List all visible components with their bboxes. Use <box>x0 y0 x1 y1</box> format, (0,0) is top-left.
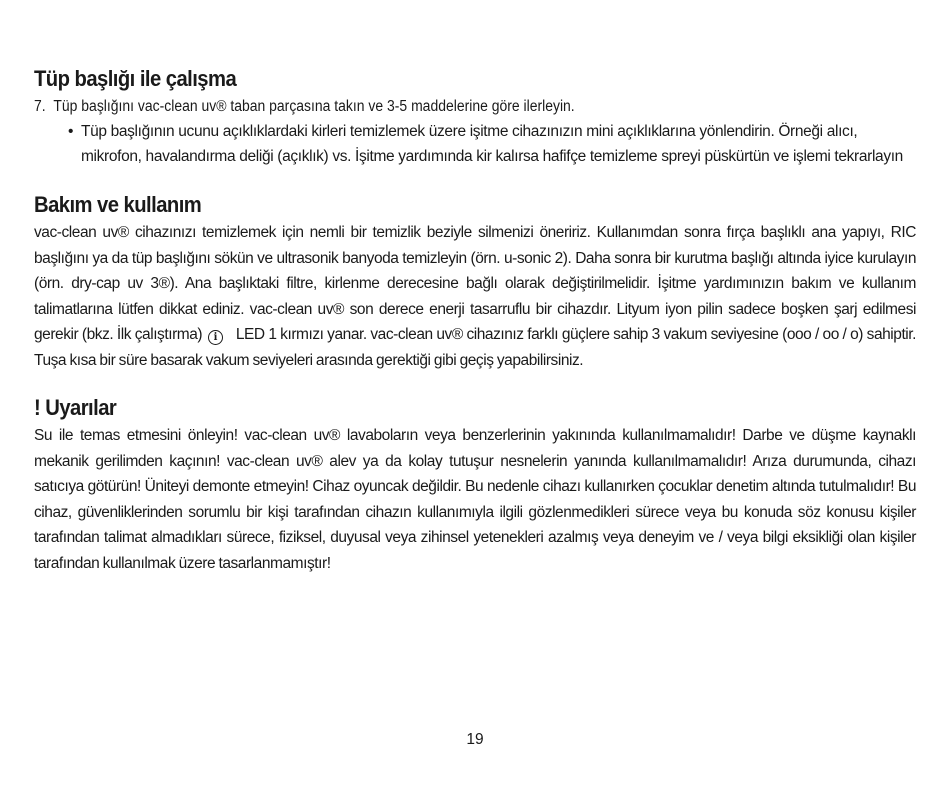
care-use-text-part1: vac-clean uv® cihazınızı temizlemek için nemli bir temizlik beziyle silmenizi öneririz. Kullanımdan sonra fırça başlıklı ana yapıyı, RIC başlığını ya da tüp başlığını sökün ve ultrasonik banyoda temizleyin (örn. u-sonic 2). Daha sonra bir kurutma başlığı altında iyice kurulayın (örn. dry-cap uv 3®). Ana başlıktaki filtre, kirlenme derecesine bağlı olarak değiştirilmelidir. İşitme yardımınızın bakım ve kullanım talimatlarına lütfen dikkat ediniz. vac-clean uv® son derece enerji tasarruflu bir cihazdır. Lityum iyon pilin sadece boşken şarj edilmesi gerekir (bkz. İlk çalıştırma) <box>34 224 916 343</box>
section-heading-care-use: Bakım ve kullanım <box>34 192 202 217</box>
document-page <box>34 60 916 576</box>
section-care-use <box>34 192 916 373</box>
section-warnings <box>34 395 916 576</box>
care-use-paragraph <box>34 220 916 373</box>
step-7: 7. Tüp başlığını vac-clean uv® taban parçasına takın ve 3-5 maddelerine göre ilerleyin. <box>34 98 575 115</box>
info-icon: i <box>208 330 223 345</box>
bullet-item <box>34 119 916 169</box>
section-heading-warnings: ! Uyarılar <box>34 395 117 420</box>
page-number: 19 <box>466 731 484 748</box>
section-tube-head <box>34 66 916 169</box>
section-heading-tube-head: Tüp başlığı ile çalışma <box>34 66 237 91</box>
care-use-text-part2: LED 1 kırmızı yanar. vac-clean uv® cihazınız farklı güçlere sahip 3 vakum seviyesine (ooo / oo / o) sahiptir. Tuşa kısa bir süre basarak vakum seviyeleri arasında gerektiği gibi geçiş yapabilirsiniz. <box>34 326 917 369</box>
bullet-text: Tüp başlığının ucunu açıklıklardaki kirleri temizlemek üzere işitme cihazınızın mini açıklıklarına yönlendirin. Örneği alıcı, mikrofon, havalandırma deliği (açıklık) vs. İşitme yardımında kir kalırsa hafifçe temizleme spreyi püskürtün ve işlemi tekrarlayın <box>81 123 903 165</box>
warnings-paragraph: Su ile temas etmesini önleyin! vac-clean uv® lavaboların veya benzerlerinin yakınında kullanılmamalıdır! Darbe ve düşme kaynaklı mekanik gerilimden kaçının! vac-clean uv® alev ya da kolay tutuşur nesnelerin yanında kullanılmamalıdır! Arıza durumunda, cihazı satıcıya götürün! Üniteyi demonte etmeyin! Cihaz oyuncak değildir. Bu nedenle cihazı kullanırken çocuklar denetim altında tutulmalıdır! Bu cihaz, güvenliklerinden sorumlu bir kişi tarafından cihazın kullanımıyla ilgili gözlenmedikleri sürece veya bu konuda söz konusu kişiler tarafından talimat almadıkları sürece, fiziksel, duyusal veya zihinsel yetenekleri azalmış veya deneyim ve / veya bilgi eksikliği olan kişiler tarafından kullanılmak üzere tasarlanmamıştır! <box>34 427 916 572</box>
bullet-marker: • <box>68 123 74 140</box>
